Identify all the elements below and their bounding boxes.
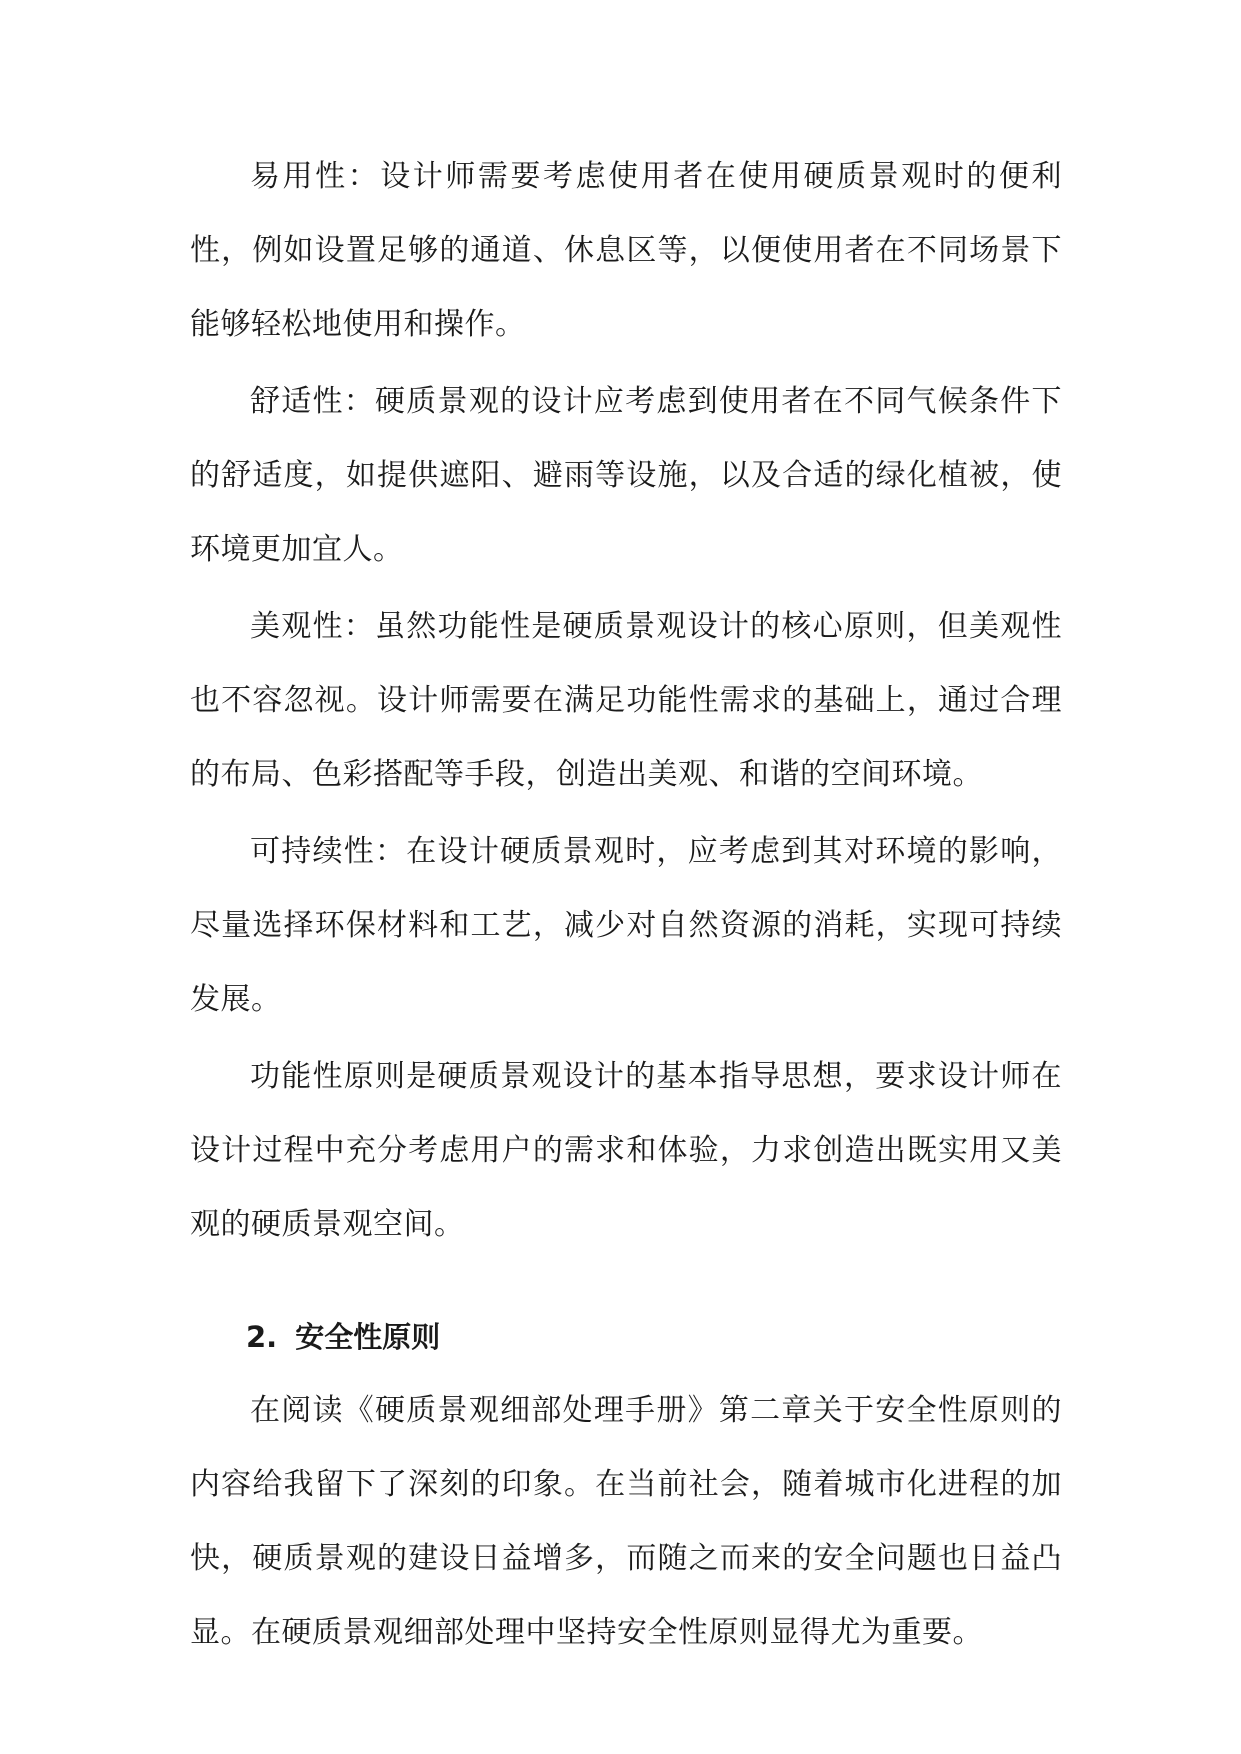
paragraph-functional-summary: 功能性原则是硬质景观设计的基本指导思想，要求设计师在设计过程中充分考虑用户的需求和体验，力求创造出既实用又美观的硬质景观空间。 [190,1059,1062,1242]
section-number: 2. [246,1320,278,1354]
paragraph-sustainability: 可持续性：在设计硬质景观时，应考虑到其对环境的影响，尽量选择环保材料和工艺，减少对自然资源的消耗，实现可持续发展。 [190,834,1062,1017]
paragraph-aesthetics: 美观性：虽然功能性是硬质景观设计的核心原则，但美观性也不容忽视。设计师需要在满足功能性需求的基础上，通过合理的布局、色彩搭配等手段，创造出美观、和谐的空间环境。 [190,609,1062,792]
document-page [190,140,1062,1670]
paragraph-usability: 易用性：设计师需要考虑使用者在使用硬质景观时的便利性，例如设置足够的通道、休息区等，以便使用者在不同场景下能够轻松地使用和操作。 [190,159,1062,342]
paragraph-safety-intro: 在阅读《硬质景观细部处理手册》第二章关于安全性原则的内容给我留下了深刻的印象。在当前社会，随着城市化进程的加快，硬质景观的建设日益增多，而随之而来的安全问题也日益凸显。在硬质景观细部处理中坚持安全性原则显得尤为重要。 [190,1393,1062,1650]
section-title: 安全性原则 [295,1320,441,1354]
section-heading [190,1300,1062,1374]
paragraph-comfort: 舒适性：硬质景观的设计应考虑到使用者在不同气候条件下的舒适度，如提供遮阳、避雨等设施，以及合适的绿化植被，使环境更加宜人。 [190,384,1062,567]
